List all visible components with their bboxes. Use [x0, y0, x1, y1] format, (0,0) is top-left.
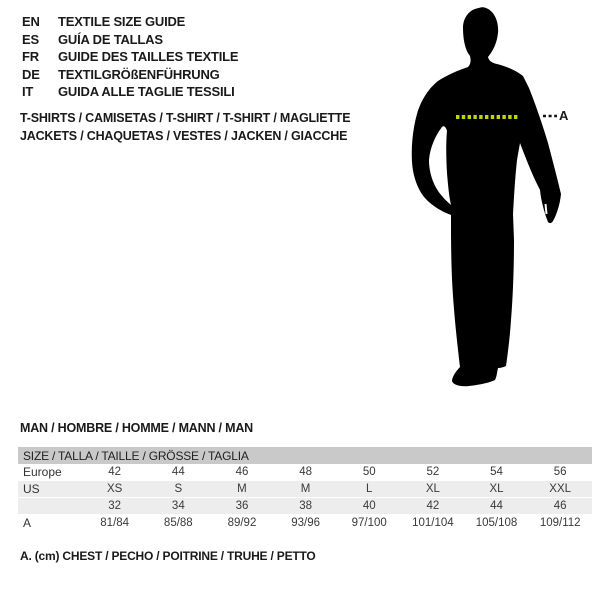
table-row-us: [18, 481, 592, 498]
language-label: TEXTILGRÖßENFÜHRUNG: [58, 66, 220, 82]
measure-label-a: A: [559, 108, 569, 123]
size-cell: 109/112: [528, 515, 592, 532]
size-cell: XL: [401, 481, 465, 498]
size-cell: 42: [83, 464, 147, 481]
size-cell: 40: [337, 498, 401, 515]
size-cell: 56: [528, 464, 592, 481]
thumb-gap: [546, 204, 547, 214]
language-code: FR: [22, 49, 39, 65]
size-cell: 54: [465, 464, 529, 481]
size-cell: XS: [83, 481, 147, 498]
size-cell: 93/96: [274, 515, 338, 532]
size-cell: 50: [337, 464, 401, 481]
language-code: ES: [22, 31, 39, 47]
language-code: DE: [22, 66, 40, 82]
size-cell: 42: [401, 498, 465, 515]
size-cell: 52: [401, 464, 465, 481]
size-cell: S: [147, 481, 211, 498]
size-cell: XL: [465, 481, 529, 498]
size-cell: 46: [528, 498, 592, 515]
category-line-jackets: JACKETS / CHAQUETAS / VESTES / JACKEN / GIACCHE: [20, 129, 348, 143]
size-cell: 34: [147, 498, 211, 515]
table-row-europe: [18, 464, 592, 481]
table-header-row: [18, 447, 592, 464]
language-code: EN: [22, 14, 40, 30]
language-label: GUIDA ALLE TAGLIE TESSILI: [58, 84, 235, 100]
size-cell: 85/88: [147, 515, 211, 532]
size-cell: L: [337, 481, 401, 498]
size-cell: 46: [210, 464, 274, 481]
size-table: [18, 447, 592, 532]
language-label: GUIDE DES TAILLES TEXTILE: [58, 49, 239, 65]
category-line-tshirts: T-SHIRTS / CAMISETAS / T-SHIRT / T-SHIRT / MAGLIETTE: [20, 111, 351, 125]
size-cell: 44: [465, 498, 529, 515]
size-cell: M: [210, 481, 274, 498]
language-label: TEXTILE SIZE GUIDE: [58, 14, 186, 30]
table-row-numeric: [18, 498, 592, 515]
row-label: [18, 498, 83, 515]
size-cell: M: [274, 481, 338, 498]
section-title-man: MAN / HOMBRE / HOMME / MANN / MAN: [20, 421, 253, 435]
size-cell: 105/108: [465, 515, 529, 532]
size-cell: 32: [83, 498, 147, 515]
table-row-chest-a: [18, 515, 592, 532]
size-cell: 89/92: [210, 515, 274, 532]
table-header: SIZE / TALLA / TAILLE / GRÖSSE / TAGLIA: [18, 447, 592, 464]
footnote-chest: A. (cm) CHEST / PECHO / POITRINE / TRUHE / PETTO: [20, 549, 316, 563]
size-cell: 48: [274, 464, 338, 481]
size-cell: XXL: [528, 481, 592, 498]
man-silhouette-body: [412, 7, 561, 386]
row-label: A: [18, 515, 83, 532]
row-label: US: [18, 481, 83, 498]
language-code: IT: [22, 84, 34, 100]
size-table-container: [18, 447, 592, 532]
size-cell: 44: [147, 464, 211, 481]
size-cell: 38: [274, 498, 338, 515]
size-cell: 36: [210, 498, 274, 515]
row-label: Europe: [18, 464, 83, 481]
size-cell: 81/84: [83, 515, 147, 532]
size-cell: 101/104: [401, 515, 465, 532]
language-label: GUÍA DE TALLAS: [58, 31, 163, 47]
size-cell: 97/100: [337, 515, 401, 532]
